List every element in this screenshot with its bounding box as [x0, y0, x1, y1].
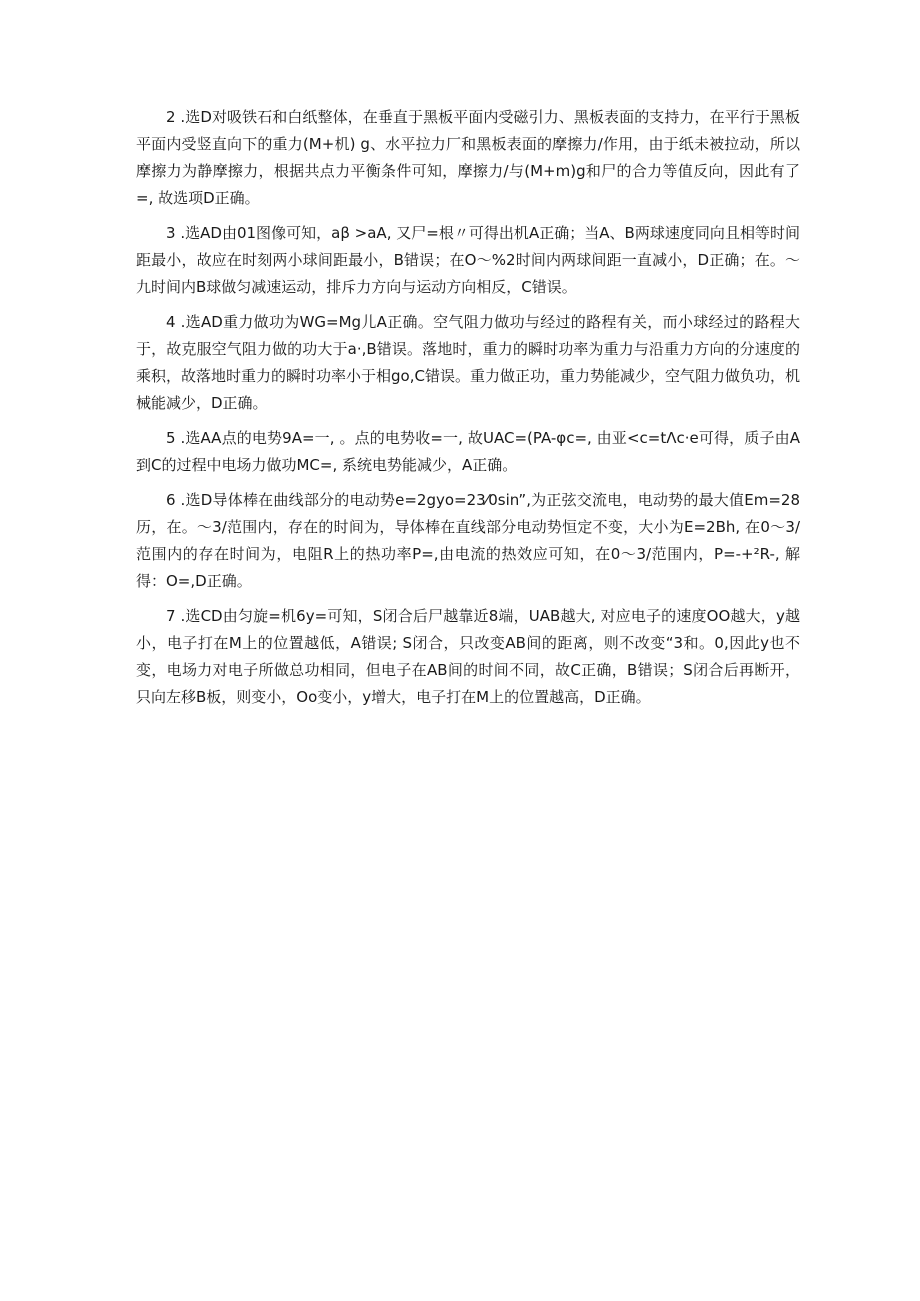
answer-paragraph-4: 4 .选AD重力做功为WG=Mg儿A正确。空气阻力做功与经过的路程有关，而小球经过的路程大于，故克服空气阻力做的功大于a·,B错误。落地时，重力的瞬时功率为重力与沿重力方向的分速度的乘积，故落地时重力的瞬时功率小于相go,C错误。重力做正功，重力势能减少，空气阻力做负功，机械能减少，D正确。 [136, 313, 800, 412]
answer-paragraph-7: 7 .选CD由匀旋=机6y=可知，S闭合后尸越靠近8端，UAB越大, 对应电子的速度OO越大，y越小，电子打在M上的位置越低，A错误; S闭合，只改变AB间的距离，则不改变“3和。0,因此y也不变，电场力对电子所做总功相同，但电子在AB间的时间不同，故C正确，B错误；S闭合后再断开，只向左移B板，则变小，Oo变小，y增大，电子打在M上的位置越高，D正确。 [136, 607, 800, 706]
answer-paragraph-6: 6 .选D导体棒在曲线部分的电动势e=2gyo=23⁄0sin”,为正弦交流电，电动势的最大值Em=28历，在。～3/范围内，存在的时间为，导体棒在直线部分电动势恒定不变，大小为E=2Bh, 在0～3/范围内的存在时间为，电阻R上的热功率P=,由电流的热效应可知，在0～3/范围内，P=-+²R-, 解得：O=,D正确。 [136, 491, 800, 590]
answer-paragraph-2: 2 .选D对吸铁石和白纸整体，在垂直于黑板平面内受磁引力、黑板表面的支持力，在平行于黑板平面内受竖直向下的重力(M+机) g、水平拉力厂和黑板表面的摩擦力/作用，由于纸未被拉动，所以摩擦力为静摩擦力，根据共点力平衡条件可知，摩擦力/与(M+m)g和尸的合力等值反向，因此有了=, 故选项D正确。 [136, 108, 800, 207]
answer-paragraph-5: 5 .选AA点的电势9A=一, 。点的电势收=一, 故UAC=(PA-φc=, 由亚<c=tΛc·e可得，质子由A到C的过程中电场力做功MC=, 系统电势能减少，A正确。 [136, 429, 800, 474]
answer-document [136, 104, 800, 719]
answer-paragraph-3: 3 .选AD由01图像可知，aβ >aA, 又尸=根〃可得出机A正确；当A、B两球速度同向且相等时间距最小，故应在时刻两小球间距最小，B错误；在O～%2时间内两球间距一直减小，D正确；在。～九时间内B球做匀减速运动，排斥力方向与运动方向相反，C错误。 [136, 224, 800, 296]
